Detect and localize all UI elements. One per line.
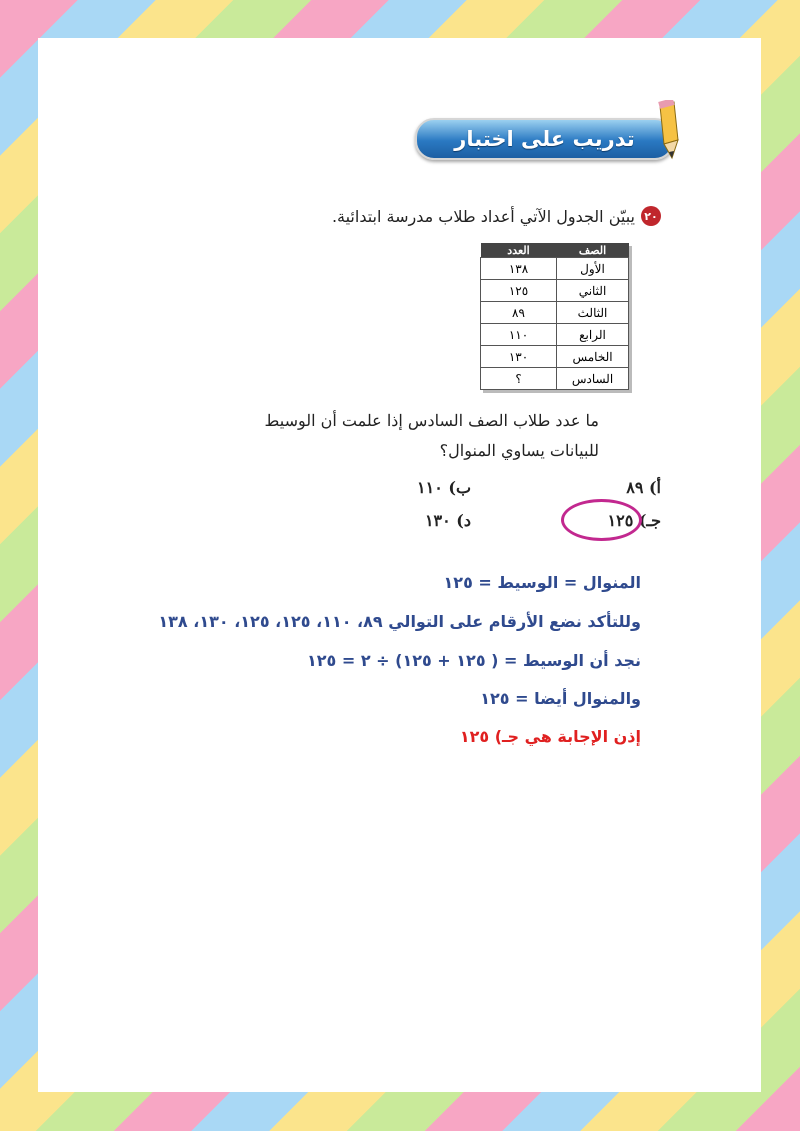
grade-cell: الخامس [557,346,629,368]
solution-line-1: المنوال = الوسيط = ١٢٥ [443,573,641,592]
solution-line-3: نجد أن الوسيط = ( ١٢٥ + ١٢٥) ÷ ٢ = ١٢٥ [306,651,641,670]
header-count: العدد [481,243,557,258]
selected-answer-circle [561,499,642,541]
table-header-row [481,243,629,258]
question-text: يبيّن الجدول الآتي أعداد طلاب مدرسة ابتدائية. [331,206,635,226]
page [38,38,761,1092]
table-row [481,302,629,324]
solution-line-4: والمنوال أيضا = ١٢٥ [480,689,641,708]
students-table [480,243,629,390]
choice-c: جـ) ١٢٥ [607,511,661,530]
table-row [481,368,629,390]
count-cell: ١٣٨ [481,258,557,280]
choice-d: د) ١٣٠ [424,511,471,530]
count-cell: ٨٩ [481,302,557,324]
count-cell: ١١٠ [481,324,557,346]
grade-cell: الرابع [557,324,629,346]
choice-b: ب) ١١٠ [417,478,471,497]
solution-line-2: وللتأكد نضع الأرقام على التوالي ٨٩، ١١٠، ١٢٥، ١٢٥، ١٣٠، ١٣٨ [158,612,641,631]
table-row [481,258,629,280]
count-cell: ١٣٠ [481,346,557,368]
question-statement [41,206,661,226]
solution-answer: إذن الإجابة هي جـ) ١٢٥ [459,727,641,746]
count-cell: ١٢٥ [481,280,557,302]
choice-a: أ) ٨٩ [626,478,661,497]
grade-cell: الثالث [557,302,629,324]
grade-cell: الثاني [557,280,629,302]
count-cell: ؟ [481,368,557,390]
banner-title: تدريب على اختبار [454,127,635,151]
question-number-badge: ٢٠ [641,206,661,226]
grade-cell: الأول [557,258,629,280]
exam-practice-banner [415,118,674,160]
header-grade: الصف [557,243,629,258]
table-row [481,280,629,302]
prompt-line-2: للبيانات يساوي المنوال؟ [439,441,599,460]
table-row [481,346,629,368]
grade-cell: السادس [557,368,629,390]
prompt-line-1: ما عدد طلاب الصف السادس إذا علمت أن الوسيط [264,411,599,430]
pencil-icon [652,100,680,162]
question-prompt [179,406,599,466]
table-row [481,324,629,346]
